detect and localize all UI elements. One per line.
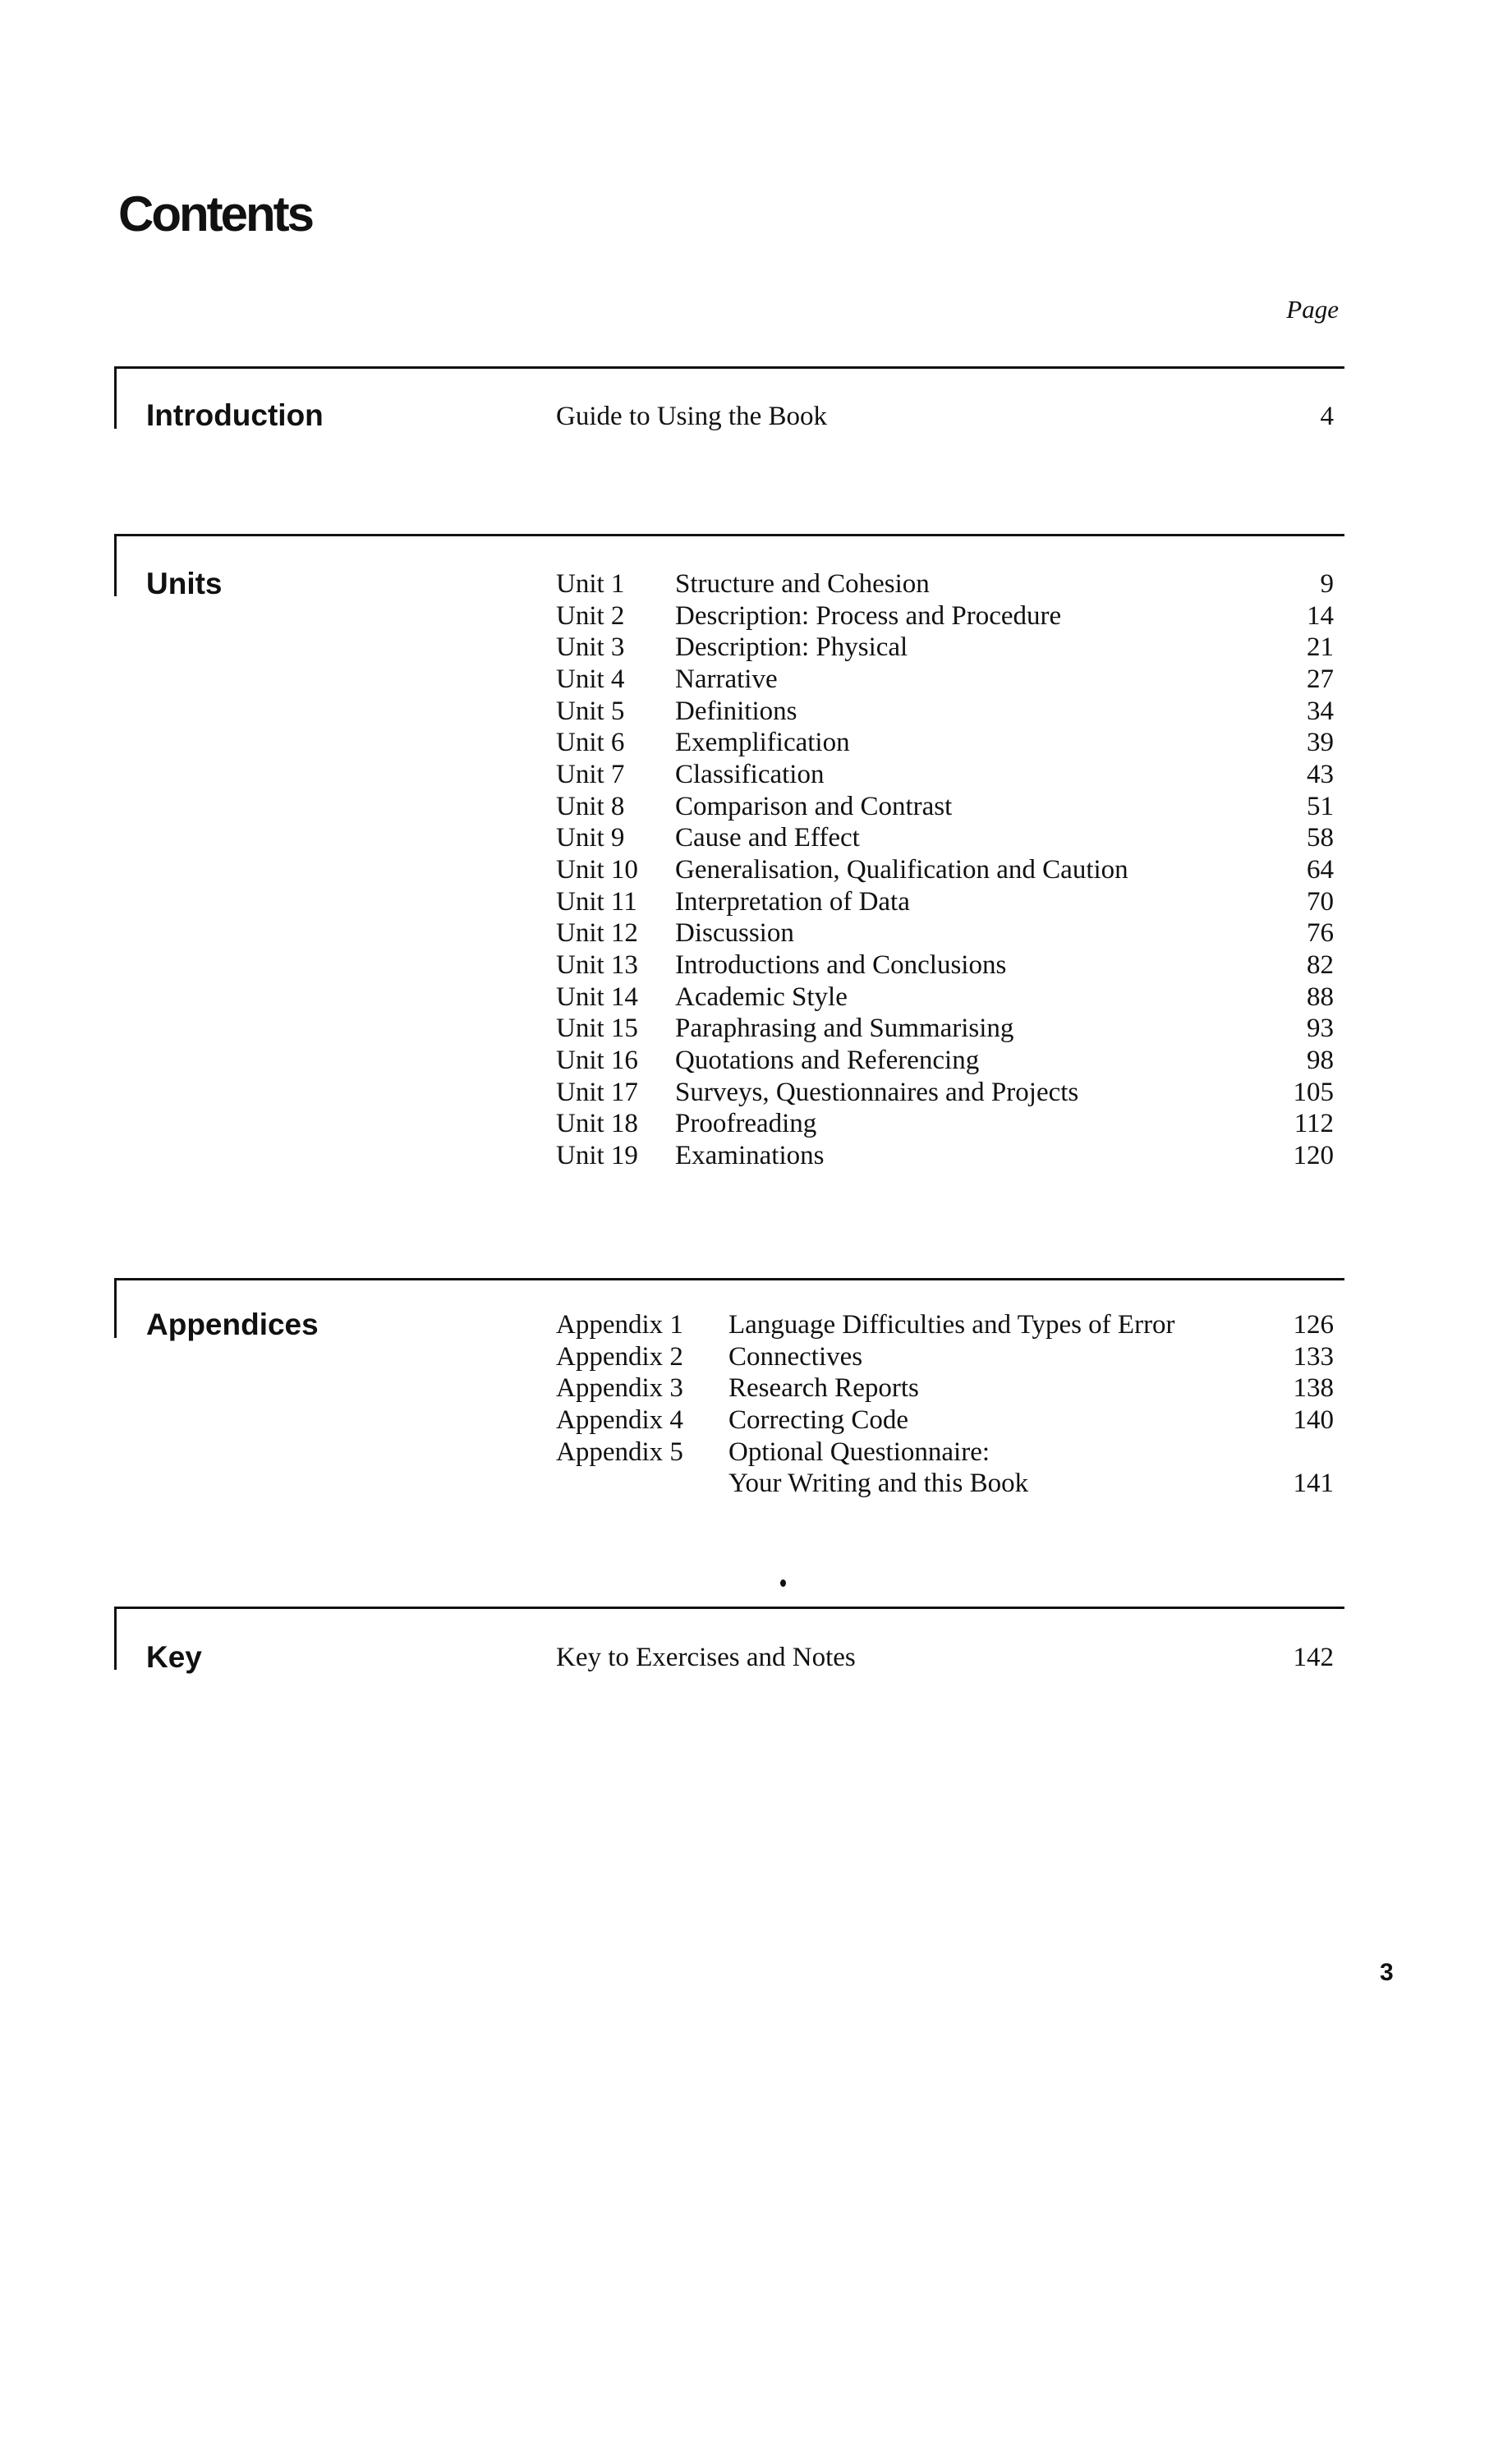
entry-page: 82 bbox=[1307, 949, 1334, 980]
entry-title: Generalisation, Qualification and Caution bbox=[675, 854, 1128, 885]
toc-entry[interactable] bbox=[0, 1108, 1512, 1140]
toc-entry[interactable] bbox=[0, 886, 1512, 918]
toc-entry[interactable] bbox=[0, 917, 1512, 949]
entry-label: Appendix 3 bbox=[556, 1373, 683, 1404]
entry-page: 138 bbox=[1293, 1373, 1334, 1404]
toc-entry[interactable] bbox=[0, 568, 1512, 600]
toc-entry[interactable] bbox=[0, 664, 1512, 696]
entry-title: Introductions and Conclusions bbox=[675, 949, 1007, 980]
entry-label: Unit 12 bbox=[556, 918, 638, 949]
entry-label: Unit 1 bbox=[556, 569, 625, 599]
toc-entry[interactable] bbox=[0, 1372, 1512, 1404]
entry-label: Appendix 4 bbox=[556, 1404, 683, 1435]
entry-label: Unit 18 bbox=[556, 1109, 638, 1139]
entry-label: Unit 4 bbox=[556, 664, 625, 694]
units-entries bbox=[0, 568, 1512, 1171]
section-rule-introduction bbox=[114, 366, 1344, 369]
entry-page: 43 bbox=[1307, 759, 1334, 789]
entry-label: Appendix 1 bbox=[556, 1310, 683, 1340]
entry-page: 39 bbox=[1307, 728, 1334, 758]
entry-label: Unit 6 bbox=[556, 728, 625, 758]
entry-title: Paraphrasing and Summarising bbox=[675, 1014, 1014, 1044]
page-column-label: Page bbox=[1286, 295, 1339, 324]
toc-entry[interactable] bbox=[0, 791, 1512, 823]
entry-label: Unit 8 bbox=[556, 791, 625, 821]
entry-page: 4 bbox=[1320, 402, 1334, 431]
entry-label: Unit 17 bbox=[556, 1077, 638, 1107]
entry-title: Cause and Effect bbox=[675, 823, 860, 853]
section-rule-appendices bbox=[114, 1278, 1344, 1280]
entry-page: 88 bbox=[1307, 981, 1334, 1012]
entry-page: 70 bbox=[1307, 886, 1334, 917]
decorative-dot bbox=[780, 1579, 786, 1587]
entry-page: 112 bbox=[1294, 1109, 1334, 1139]
entry-title: Quotations and Referencing bbox=[675, 1045, 980, 1075]
entry-page: 142 bbox=[1293, 1643, 1334, 1672]
toc-entry[interactable] bbox=[0, 1642, 1512, 1674]
entry-page: 76 bbox=[1307, 918, 1334, 949]
entry-label: Unit 5 bbox=[556, 696, 625, 726]
entry-title: Examinations bbox=[675, 1140, 825, 1170]
entry-label: Unit 19 bbox=[556, 1140, 638, 1170]
page-number: 3 bbox=[1380, 1959, 1394, 1986]
toc-entry[interactable] bbox=[0, 759, 1512, 791]
entry-label: Unit 9 bbox=[556, 823, 625, 853]
key-entries bbox=[0, 1642, 1512, 1674]
entry-page: 120 bbox=[1293, 1140, 1334, 1170]
entry-title: Narrative bbox=[675, 664, 778, 694]
entry-title: Guide to Using the Book bbox=[556, 402, 827, 431]
entry-label: Unit 11 bbox=[556, 886, 637, 917]
page-title: Contents bbox=[118, 186, 312, 241]
toc-entry[interactable] bbox=[0, 981, 1512, 1014]
entry-label: Unit 7 bbox=[556, 759, 625, 789]
entry-title: Connectives bbox=[728, 1341, 863, 1372]
entry-label: Unit 13 bbox=[556, 949, 638, 980]
entry-title: Surveys, Questionnaires and Projects bbox=[675, 1077, 1079, 1107]
section-rule-units bbox=[114, 534, 1344, 536]
entry-title: Academic Style bbox=[675, 981, 848, 1012]
toc-entry[interactable] bbox=[0, 398, 1512, 433]
entry-label: Appendix 2 bbox=[556, 1341, 683, 1372]
entry-title: Comparison and Contrast bbox=[675, 791, 953, 821]
entry-page: 64 bbox=[1307, 854, 1334, 885]
section-rule-key bbox=[114, 1607, 1344, 1609]
toc-entry[interactable] bbox=[0, 1045, 1512, 1077]
appendices-entries bbox=[0, 1309, 1512, 1500]
section-label-key: Key bbox=[146, 1640, 202, 1674]
entry-page: 21 bbox=[1307, 632, 1334, 663]
entry-title: Language Difficulties and Types of Error bbox=[728, 1310, 1175, 1340]
entry-title: Exemplification bbox=[675, 728, 850, 758]
entry-page: 98 bbox=[1307, 1045, 1334, 1075]
entry-page: 126 bbox=[1293, 1310, 1334, 1340]
entry-label: Unit 14 bbox=[556, 981, 638, 1012]
toc-entry[interactable] bbox=[0, 1077, 1512, 1109]
entry-page: 58 bbox=[1307, 823, 1334, 853]
entry-title: Classification bbox=[675, 759, 825, 789]
entry-title: Definitions bbox=[675, 696, 797, 726]
toc-entry[interactable] bbox=[0, 1404, 1512, 1437]
toc-entry[interactable] bbox=[0, 1437, 1512, 1469]
entry-label: Unit 15 bbox=[556, 1014, 638, 1044]
toc-entry[interactable] bbox=[0, 696, 1512, 728]
entry-title: Your Writing and this Book bbox=[728, 1469, 1029, 1499]
entry-title: Description: Process and Procedure bbox=[675, 600, 1062, 631]
toc-entry[interactable] bbox=[0, 1468, 1512, 1500]
entry-title: Key to Exercises and Notes bbox=[556, 1643, 856, 1672]
entry-label: Appendix 5 bbox=[556, 1437, 683, 1467]
entry-title: Interpretation of Data bbox=[675, 886, 910, 917]
entry-page: 133 bbox=[1293, 1341, 1334, 1372]
entry-page: 9 bbox=[1320, 569, 1334, 599]
entry-title: Structure and Cohesion bbox=[675, 569, 930, 599]
entry-title: Correcting Code bbox=[728, 1404, 909, 1435]
entry-label: Unit 16 bbox=[556, 1045, 638, 1075]
toc-entry[interactable] bbox=[0, 727, 1512, 759]
entry-title: Optional Questionnaire: bbox=[728, 1437, 990, 1467]
entry-page: 93 bbox=[1307, 1014, 1334, 1044]
toc-entry[interactable] bbox=[0, 949, 1512, 981]
entry-label: Unit 2 bbox=[556, 600, 625, 631]
toc-entry[interactable] bbox=[0, 822, 1512, 854]
entry-page: 140 bbox=[1293, 1404, 1334, 1435]
toc-entry[interactable] bbox=[0, 632, 1512, 664]
toc-entry[interactable] bbox=[0, 1013, 1512, 1045]
toc-entry[interactable] bbox=[0, 600, 1512, 632]
entry-page: 141 bbox=[1293, 1469, 1334, 1499]
toc-entry[interactable] bbox=[0, 854, 1512, 886]
entry-label: Unit 10 bbox=[556, 854, 638, 885]
entry-label: Unit 3 bbox=[556, 632, 625, 663]
section-label-units: Units bbox=[146, 567, 223, 600]
entry-title: Proofreading bbox=[675, 1109, 817, 1139]
toc-entry[interactable] bbox=[0, 1309, 1512, 1341]
entry-title: Research Reports bbox=[728, 1373, 919, 1404]
entry-page: 105 bbox=[1293, 1077, 1334, 1107]
entry-page: 27 bbox=[1307, 664, 1334, 694]
toc-entry[interactable] bbox=[0, 1341, 1512, 1373]
entry-page: 51 bbox=[1307, 791, 1334, 821]
entry-title: Description: Physical bbox=[675, 632, 908, 663]
toc-entry[interactable] bbox=[0, 1140, 1512, 1172]
section-label-appendices: Appendices bbox=[146, 1308, 319, 1341]
section-label-introduction: Introduction bbox=[146, 398, 324, 432]
entry-page: 34 bbox=[1307, 696, 1334, 726]
entry-title: Discussion bbox=[675, 918, 794, 949]
introduction-entries bbox=[0, 398, 1512, 433]
entry-page: 14 bbox=[1307, 600, 1334, 631]
